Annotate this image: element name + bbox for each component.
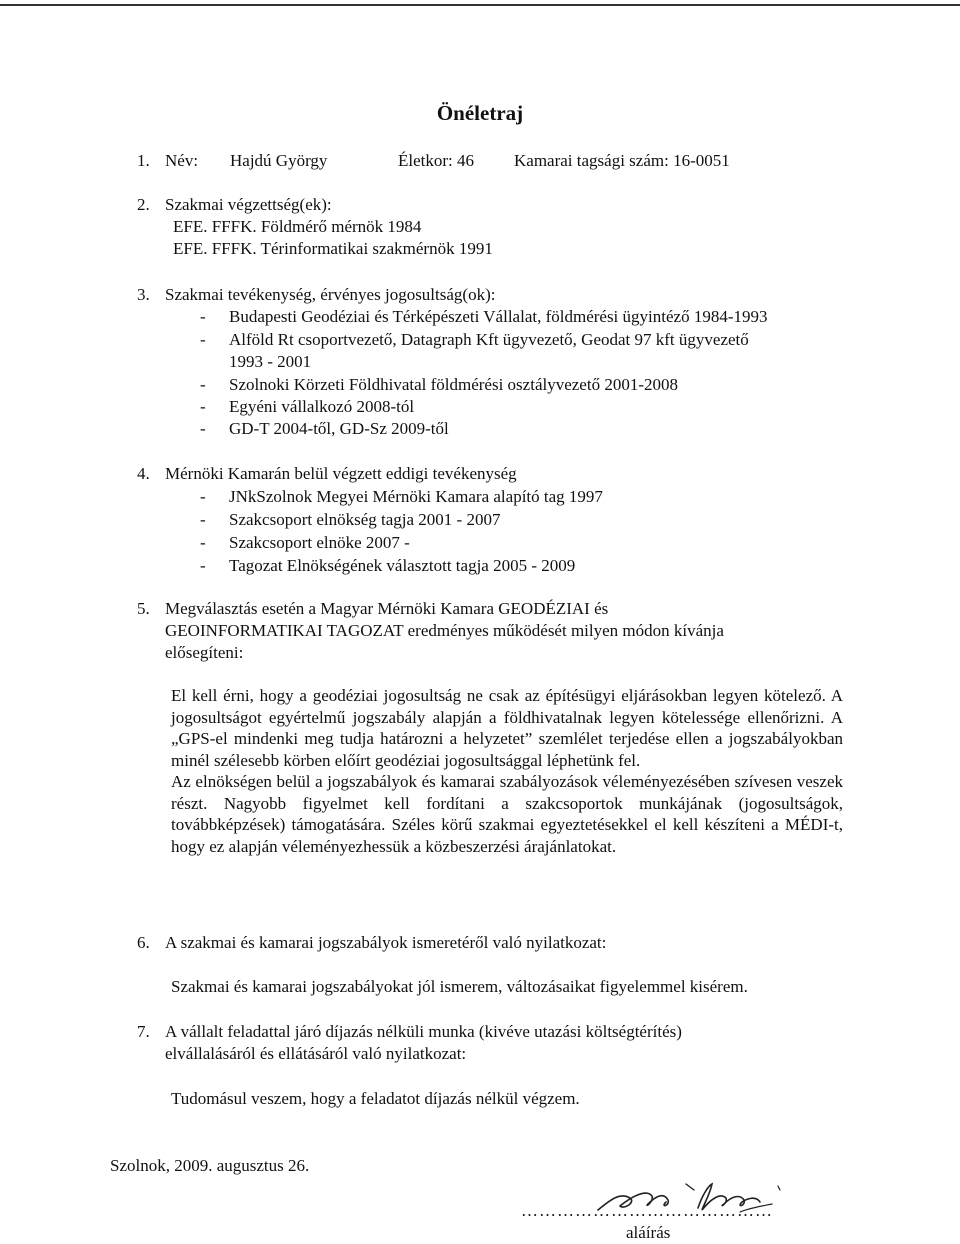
section-heading: Szakmai végzettség(ek): [165, 195, 332, 214]
section-number: 3. [137, 285, 150, 304]
section-heading-line: elvállalásáról és ellátásáról való nyilatkozat: [165, 1044, 467, 1063]
age-field: Életkor: 46 [398, 151, 475, 170]
section-heading: Mérnöki Kamarán belül végzett eddigi tevékenység [165, 464, 517, 483]
name-label: Név: [165, 151, 199, 170]
section-heading: A szakmai és kamarai jogszabályok ismeretéről való nyilatkozat: [165, 933, 607, 952]
section-heading-line: elősegíteni: [165, 643, 244, 662]
section-heading: Szakmai tevékenység, érvényes jogosultság(ok): [165, 285, 496, 304]
section-number: 2. [137, 195, 150, 214]
answer-paragraph [171, 685, 843, 857]
qualification-line: EFE. FFFK. Földmérő mérnök 1984 [173, 217, 422, 236]
signature-line: …………………………………… [521, 1201, 773, 1220]
document-title: Önéletraj [436, 101, 524, 125]
name-value: Hajdú György [230, 151, 328, 170]
section-number: 6. [137, 933, 150, 952]
section-number: 7. [137, 1022, 150, 1041]
top-rule [0, 4, 960, 6]
paragraph-1: El kell érni, hogy a geodéziai jogosultság ne csak az építésügyi eljárásokban legyen kötelező. A jogosultságot egyértelmű jogszabály alapján a földhivatalnak legyen kötelessége ellenőrizni. A „GPS-el mindenki meg tudja határozni a helyzetet” szemlélet terjedése ellen a jogszabályokban minél szélesebb körben előírt geodéziai jogosultsággal léphetünk fel. [171, 686, 843, 770]
list-item-continuation: 1993 - 2001 [229, 352, 312, 371]
section-number: 1. [137, 151, 150, 170]
qualification-line: EFE. FFFK. Térinformatikai szakmérnök 1991 [173, 239, 493, 258]
section-heading-line: GEOINFORMATIKAI TAGOZAT eredményes működését milyen módon kívánja [165, 621, 724, 640]
section-heading-line: Megválasztás esetén a Magyar Mérnöki Kamara GEODÉZIAI és [165, 599, 609, 618]
section-number: 4. [137, 464, 150, 483]
declaration-answer: Tudomásul veszem, hogy a feladatot díjazás nélkül végzem. [171, 1089, 580, 1108]
member-number: Kamarai tagsági szám: 16-0051 [514, 151, 730, 170]
section-number: 5. [137, 599, 150, 618]
paragraph-2: Az elnökségen belül a jogszabályok és kamarai szabályozások véleményezésében szívesen veszek részt. Nagyobb figyelmet kell fordítani a szakcsoportok munkájának (jogosultságok, továbbképzések) támogatására. Széles körű szakmai egyeztetésekkel el kell készíteni a MÉDI-t, hogy ez alapján véleményezhessük a közbeszerzési árajánlatokat. [171, 772, 843, 856]
declaration-answer: Szakmai és kamarai jogszabályokat jól ismerem, változásaikat figyelemmel kisérem. [171, 977, 748, 996]
place-and-date: Szolnok, 2009. augusztus 26. [110, 1156, 310, 1175]
section-heading-line: A vállalt feladattal járó díjazás nélküli munka (kivéve utazási költségtérítés) [165, 1022, 682, 1041]
signature-label: aláírás [626, 1223, 671, 1242]
